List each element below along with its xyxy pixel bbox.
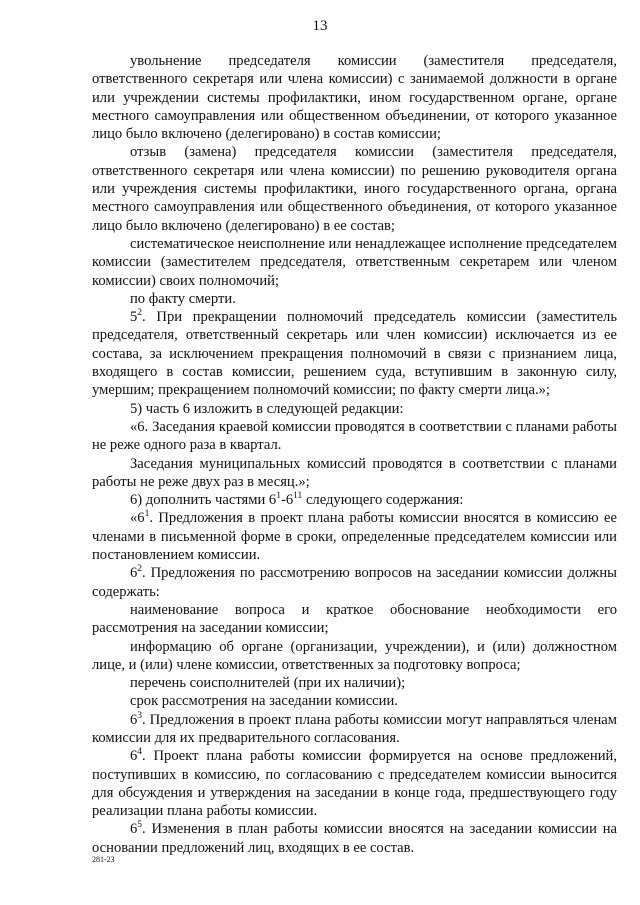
page-number: 13	[312, 18, 328, 34]
superscript: 1	[144, 509, 150, 520]
document-code: 281-23	[92, 855, 115, 864]
text-run: увольнение председателя комиссии (заместителя председателя, ответственного секретаря или члена комиссии) с занимаемой должности в органе или учреждении системы профилактики, ином государственном органе, органе местного самоуправления или общественном объединении, от которого указанное лицо было включено (делегировано) в состав комиссии;	[92, 53, 617, 143]
superscript: 2	[137, 564, 143, 575]
text-run: -6	[280, 492, 294, 509]
superscript: 11	[293, 491, 303, 502]
paragraph	[92, 820, 617, 857]
text-run: 6	[130, 821, 138, 838]
text-run: . Проект плана работы комиссии формируется на основе предложений, поступивших в комиссию, по согласованию с председателем комиссии выносится для обсуждения и утверждения на заседании в конце года, предшествующего году реализации плана работы комиссии.	[92, 748, 617, 820]
superscript: 4	[137, 747, 143, 758]
text-run: Заседания муниципальных комиссий проводятся в соответствии с планами работы не реже двух раз в месяц.»;	[92, 455, 617, 490]
paragraph	[92, 418, 617, 455]
text-run: «6	[130, 510, 145, 527]
paragraph	[92, 235, 617, 290]
paragraph	[92, 455, 617, 492]
text-run: 6	[130, 711, 138, 728]
text-run: . Предложения по рассмотрению вопросов на заседании комиссии должны содержать:	[92, 565, 617, 600]
text-run: . Изменения в план работы комиссии вносятся на заседании комиссии на основании предложений лиц, входящих в ее состав.	[92, 821, 617, 856]
text-run: . При прекращении полномочий председатель комиссии (заместитель председателя, ответственный секретарь или член комиссии) исключается из ее состава, за исключением прекращения полномочий в связи с признанием лица, входящего в состав комиссии, решением суда, вступившим в законную силу, умершим; прекращением полномочий комиссии; по факту смерти лица.»;	[92, 309, 617, 399]
paragraph	[92, 747, 617, 820]
text-run: систематическое неисполнение или ненадлежащее исполнение председателем комиссии (заместителем председателя, ответственным секретарем или членом комиссии) своих полномочий;	[92, 235, 617, 289]
paragraph	[92, 308, 617, 399]
paragraph	[92, 601, 617, 638]
text-run: 5) часть 6 изложить в следующей редакции:	[130, 400, 404, 417]
paragraph	[92, 491, 617, 509]
text-run: по факту смерти.	[130, 290, 236, 307]
text-run: информацию об органе (организации, учреждении), и (или) должностном лице, и (или) члене комиссии, ответственных за подготовку вопроса;	[92, 638, 617, 673]
text-run: 6	[130, 565, 138, 582]
superscript: 5	[137, 820, 143, 831]
paragraph	[92, 564, 617, 601]
paragraph	[92, 509, 617, 564]
text-run: срок рассмотрения на заседании комиссии.	[130, 693, 398, 710]
text-run: 5	[130, 309, 138, 326]
paragraph	[92, 290, 617, 308]
paragraph	[92, 52, 617, 143]
text-run: 6	[130, 748, 138, 765]
paragraph	[92, 692, 617, 710]
text-run: отзыв (замена) председателя комиссии (заместителя председателя, ответственного секретаря или члена комиссии) по решению руководителя органа или учреждения системы профилактики, иного государственного органа, органа местного самоуправления или общественного объединения, от которого указанное лицо было включено (делегировано) в ее состав;	[92, 144, 617, 234]
text-run: 6) дополнить частями 6	[130, 492, 277, 509]
superscript: 1	[276, 491, 281, 502]
paragraph	[92, 674, 617, 692]
text-run: «6. Заседания краевой комиссии проводятся в соответствии с планами работы не реже одного раза в квартал.	[92, 418, 617, 454]
paragraph	[92, 143, 617, 234]
text-run: . Предложения в проект плана работы комиссии могут направляться членам комиссии для их предварительного согласования.	[92, 711, 617, 746]
document-body	[92, 52, 617, 857]
text-run: . Предложения в проект плана работы комиссии вносятся в комиссию ее членами в письменной форме в сроки, определенные председателем комиссии или постановлением комиссии.	[92, 510, 617, 564]
text-run: наименование вопроса и краткое обоснование необходимости его рассмотрения на заседании комиссии;	[92, 601, 617, 637]
superscript: 2	[137, 308, 143, 319]
paragraph	[92, 711, 617, 748]
paragraph	[92, 638, 617, 675]
text-run: перечень соисполнителей (при их наличии);	[130, 675, 406, 692]
paragraph	[92, 400, 617, 418]
superscript: 3	[137, 710, 143, 721]
text-run: следующего содержания:	[302, 492, 464, 509]
